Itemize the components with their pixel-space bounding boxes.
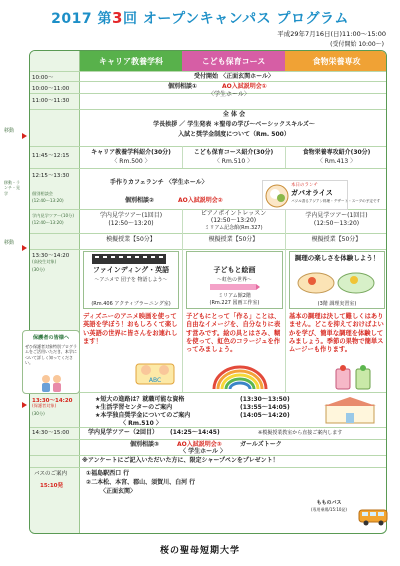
consult-3-place: 〈 学生ホール 〉 — [180, 448, 227, 455]
dish-illustration — [294, 263, 380, 297]
consult-3: 個別相談③ — [130, 441, 160, 448]
column-header-child: こども保育コース — [182, 51, 285, 71]
tour-2-note: ※模擬授業教室から直接ご案内します — [258, 430, 343, 436]
ao-session-1-place: 〈学生ホール〉 — [208, 91, 250, 98]
lunch-card-sub: バジル香るアジアン料理・デザート・スープの予定です — [291, 199, 381, 203]
side-individual: 個別相談会 — [32, 191, 53, 196]
food-intro-room: 〈 Rm.413 〉 — [316, 158, 357, 165]
bus-place: 〈正面玄関〉 — [100, 488, 137, 495]
career-room: (Rm.406 アクティブラーニング室) — [91, 301, 171, 307]
film-strip-icon — [92, 253, 166, 265]
plenary-line-2: 入試と奨学金制度について（Rm. 500） — [178, 131, 290, 138]
title-edition-number: 3 — [112, 9, 123, 27]
consult-2: 個別相談② — [125, 197, 155, 204]
class-food-label: 模擬授業【50分】 — [311, 236, 362, 243]
tour-career: 学内見学ツアー(1回目) — [99, 212, 163, 219]
tour-food-time: (12:50～13:20) — [313, 220, 360, 227]
ao-session-2: AO入試説明会② — [178, 197, 223, 204]
rainbow-icon — [210, 363, 270, 391]
side-move-1: 移動 — [4, 128, 15, 134]
bus-label: バスのご案内 — [34, 471, 68, 477]
event-date: 平成29年7月16日(日)11:00～15:00 — [277, 30, 386, 38]
food-topic: 調理の楽しさを体験しよう！ — [294, 254, 380, 262]
move-arrow-3 — [22, 402, 27, 408]
tour-food: 学内見学ツアー(1回目) — [305, 212, 368, 219]
special-item-3-time: (14:05～14:20) — [240, 412, 290, 419]
time-1430: 14:30～15:00 — [32, 430, 70, 436]
child-topic-sub: ～虹色の世界～ — [216, 277, 252, 283]
child-room: ミリアム館2階 — [218, 293, 251, 299]
child-room-detail: (Rm.227 図画工作室) — [209, 300, 260, 306]
ao-session-1: AO入試説明会① — [222, 83, 267, 90]
time-column — [30, 51, 80, 533]
time-1215: 12:15～13:30 — [32, 173, 70, 179]
class-career-label: 模擬授業【50分】 — [106, 236, 156, 243]
title-edition-suffix: 回 — [122, 11, 138, 27]
career-description: ディズニーのアニメ映画を使って英語を学ぼう！おもしろくて楽しい英語の世界に皆さんをお連れします！ — [83, 313, 178, 345]
lunch-card — [262, 180, 381, 210]
side-move-2: 移動 — [4, 240, 15, 246]
class-child-label: 模擬授業【50分】 — [208, 236, 259, 243]
side-special: (保護者対象) — [32, 403, 57, 408]
school-illustration — [320, 395, 380, 425]
child-intro: こども保育コース紹介(30分) — [193, 149, 274, 156]
special-room: 〈 Rm.510 〉 — [120, 420, 162, 427]
reception-time: (受付開始 10:00～) — [330, 41, 384, 48]
title-rest: オープンキャンパス プログラム — [142, 11, 349, 27]
special-item-3: ★本学独自奨学金についてのご案内 — [95, 412, 191, 419]
schedule-table — [29, 50, 387, 534]
plenary-line-1: 学長挨拶 ／ 学生発表 ＊聖母の学び～ベーシックスキルズ～ — [153, 121, 315, 128]
page-title — [0, 8, 400, 28]
lesson-child-time: (12:50～13:20) — [210, 217, 257, 224]
special-item-2-time: (13:55～14:05) — [240, 404, 290, 411]
side-lunch: 移動・ランチ・見学 — [4, 180, 20, 196]
side-special-30: (30分) — [32, 411, 45, 416]
ao-session-3: AO入試説明会③ — [177, 441, 222, 448]
tour-2-time: (14:25～14:45) — [170, 429, 220, 436]
side-individual-time: (12:40～13:20) — [32, 198, 64, 203]
lunch-card-name: ガパオライス — [291, 189, 333, 197]
bus-card-title: もものバス — [316, 500, 342, 506]
bus-time: 15:10発 — [40, 483, 64, 489]
girls-talk: ガールズトーク — [240, 441, 282, 448]
move-arrow-2 — [22, 245, 27, 251]
tour-career-time: (12:50～13:20) — [108, 220, 154, 227]
guardian-title: 保護者の皆様へ — [32, 335, 70, 341]
child-intro-room: 〈 Rm.510 〉 — [213, 158, 254, 165]
bus-card-sub: (専用乗場/15:10発) — [311, 507, 347, 512]
child-topic: 子どもと絵画 — [213, 266, 256, 274]
child-description: 子どもにとって「作る」ことは、自由なイメージを、自分なりに表す営みです。絵の具とはさみ、糊を使って、虹色のコラージュを作ってみましょう。 — [186, 313, 281, 354]
side-tour-time: (12:40～13:20) — [32, 220, 64, 225]
guardian-note — [22, 330, 80, 394]
tour-2: 学内見学ツアー（2回目） — [88, 429, 158, 436]
career-topic-sub: ～アニメで 団子を 物語しよう～ — [94, 277, 168, 283]
reception-row: 受付開始 〈正面玄関ホール〉 — [194, 73, 274, 80]
lunch-row: 手作りカフェランチ 〈学生ホール〉 — [110, 179, 208, 186]
time-1000: 10:00～ — [32, 75, 54, 81]
lesson-child-room: ミリアム記念館(Rm.327) — [204, 225, 263, 231]
time-1330: 13:30～14:20 — [32, 253, 70, 259]
time-1100: 11:00～11:30 — [32, 98, 70, 104]
special-item-1-time: (13:30～13:50) — [240, 396, 290, 403]
lunch-card-title: 本日のランチ — [291, 183, 318, 188]
special-item-2: ★生活学習センターのご案内 — [95, 404, 173, 411]
move-arrow-1 — [22, 133, 27, 139]
kids-reading-illustration — [130, 356, 180, 386]
side-shimo: (高校生対象) — [32, 259, 57, 264]
lesson-child: ピアノポイントレッスン — [200, 210, 267, 217]
consult-1: 個別相談① — [168, 83, 198, 90]
crayon-icon — [210, 281, 260, 293]
school-name: 桜の聖母短期大学 — [159, 546, 240, 556]
plenary-title: 全 体 会 — [222, 111, 246, 118]
career-topic: ファインディング・英語 — [92, 266, 170, 274]
parents-illustration — [37, 373, 65, 393]
guardian-body: ぜひ保護者対象特別プログラムをご活用いただき、本学について詳しく知ってください。 — [25, 344, 77, 366]
svg-text:ABC: ABC — [148, 377, 162, 384]
bus-route-2: ②二本松、本宮、郡山、須賀川、白河 行 — [86, 479, 196, 486]
bus-icon — [358, 508, 390, 526]
side-tour-note: 学内見学ツアー(10分) — [32, 213, 74, 218]
time-1145: 11:45～12:15 — [32, 153, 70, 159]
food-description: 基本の調理は決して難しくはありません。どこを抑えておけばよいかを学び、簡単な調理を体験してみましょう。季節の果物で簡単スムージーも作ります。 — [289, 313, 384, 354]
title-year: 2017 — [51, 11, 93, 27]
time-1330b: 13:30～14:20 — [32, 398, 73, 404]
smoothie-icon — [330, 365, 378, 391]
survey-note: ※アンケートにご記入いただいた方に、限定シャープペンをプレゼント！ — [82, 457, 279, 464]
time-1000b: 10:00～11:00 — [32, 86, 70, 92]
lunch-plate-icon — [265, 184, 289, 208]
column-header-food: 食物栄養専攻 — [285, 51, 387, 71]
side-sub30: (30分) — [32, 267, 45, 272]
career-intro: キャリア教養学科紹介(30分) — [91, 149, 171, 156]
bus-card — [300, 500, 358, 522]
career-intro-room: 〈 Rm.500 〉 — [111, 158, 151, 165]
column-header-career: キャリア教養学科 — [80, 51, 182, 71]
bus-route-1: ①福島駅西口 行 — [86, 470, 130, 477]
food-intro: 食物栄養専攻紹介(30分) — [302, 149, 371, 156]
special-item-1: ★短大の進路は？就職可能な資格 — [95, 396, 185, 403]
title-edition-prefix: 第 — [97, 11, 113, 27]
food-room: (3階 調理実習室) — [317, 301, 357, 307]
